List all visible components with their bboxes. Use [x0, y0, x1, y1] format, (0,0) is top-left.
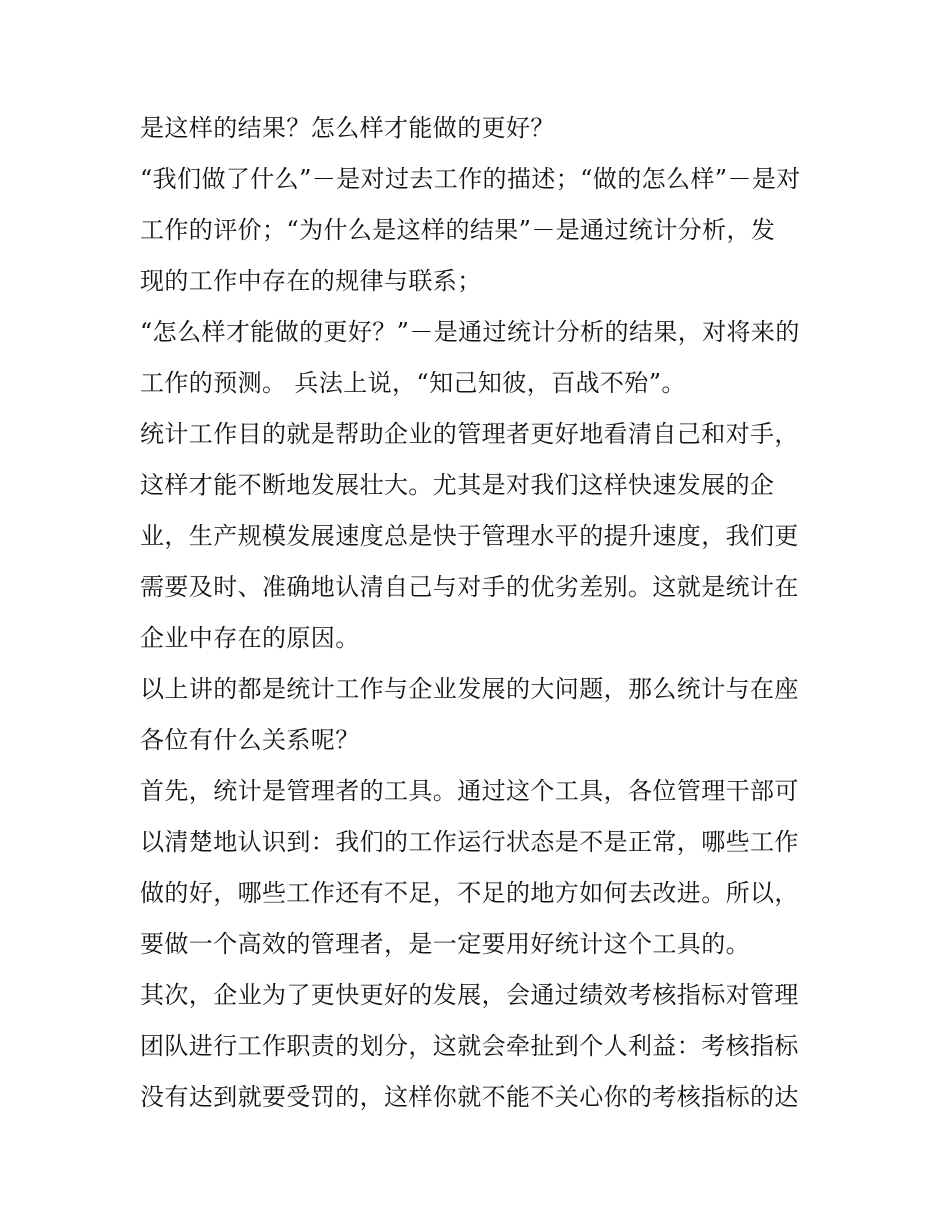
- text-line: 企业中存在的原因。: [140, 624, 360, 652]
- text-line: “我们做了什么”－是对过去工作的描述；“做的怎么样”－是对: [140, 165, 801, 193]
- text-line: 现的工作中存在的规律与联系；: [140, 267, 482, 295]
- document-body: [140, 103, 812, 1123]
- text-line: 业，生产规模发展速度总是快于管理水平的提升速度，我们更: [140, 522, 799, 550]
- text-line: 首先，统计是管理者的工具。通过这个工具，各位管理干部可: [140, 777, 799, 805]
- text-line: 其次，企业为了更快更好的发展，会通过绩效考核指标对管理: [140, 981, 799, 1009]
- text-line: 各位有什么关系呢？: [140, 726, 360, 754]
- text-line: “怎么样才能做的更好？”－是通过统计分析的结果，对将来的: [140, 318, 800, 346]
- text-line: 以上讲的都是统计工作与企业发展的大问题，那么统计与在座: [140, 675, 799, 703]
- text-line: 统计工作目的就是帮助企业的管理者更好地看清自己和对手，: [140, 420, 799, 448]
- text-line: 工作的预测。 兵法上说，“知己知彼，百战不殆”。: [140, 369, 686, 397]
- text-line: 需要及时、准确地认清自己与对手的优劣差别。这就是统计在: [140, 573, 799, 601]
- text-line: 这样才能不断地发展壮大。尤其是对我们这样快速发展的企: [140, 471, 775, 499]
- text-line: 要做一个高效的管理者，是一定要用好统计这个工具的。: [140, 930, 750, 958]
- text-line: 工作的评价；“为什么是这样的结果”－是通过统计分析，发: [140, 216, 776, 244]
- text-line: 做的好，哪些工作还有不足，不足的地方如何去改进。所以，: [140, 879, 799, 907]
- text-line: 以清楚地认识到：我们的工作运行状态是不是正常，哪些工作: [140, 828, 799, 856]
- text-line: 是这样的结果？怎么样才能做的更好？: [140, 114, 555, 142]
- text-line: 没有达到就要受罚的，这样你就不能不关心你的考核指标的达: [140, 1083, 799, 1111]
- text-line: 团队进行工作职责的划分，这就会牵扯到个人利益：考核指标: [140, 1032, 799, 1060]
